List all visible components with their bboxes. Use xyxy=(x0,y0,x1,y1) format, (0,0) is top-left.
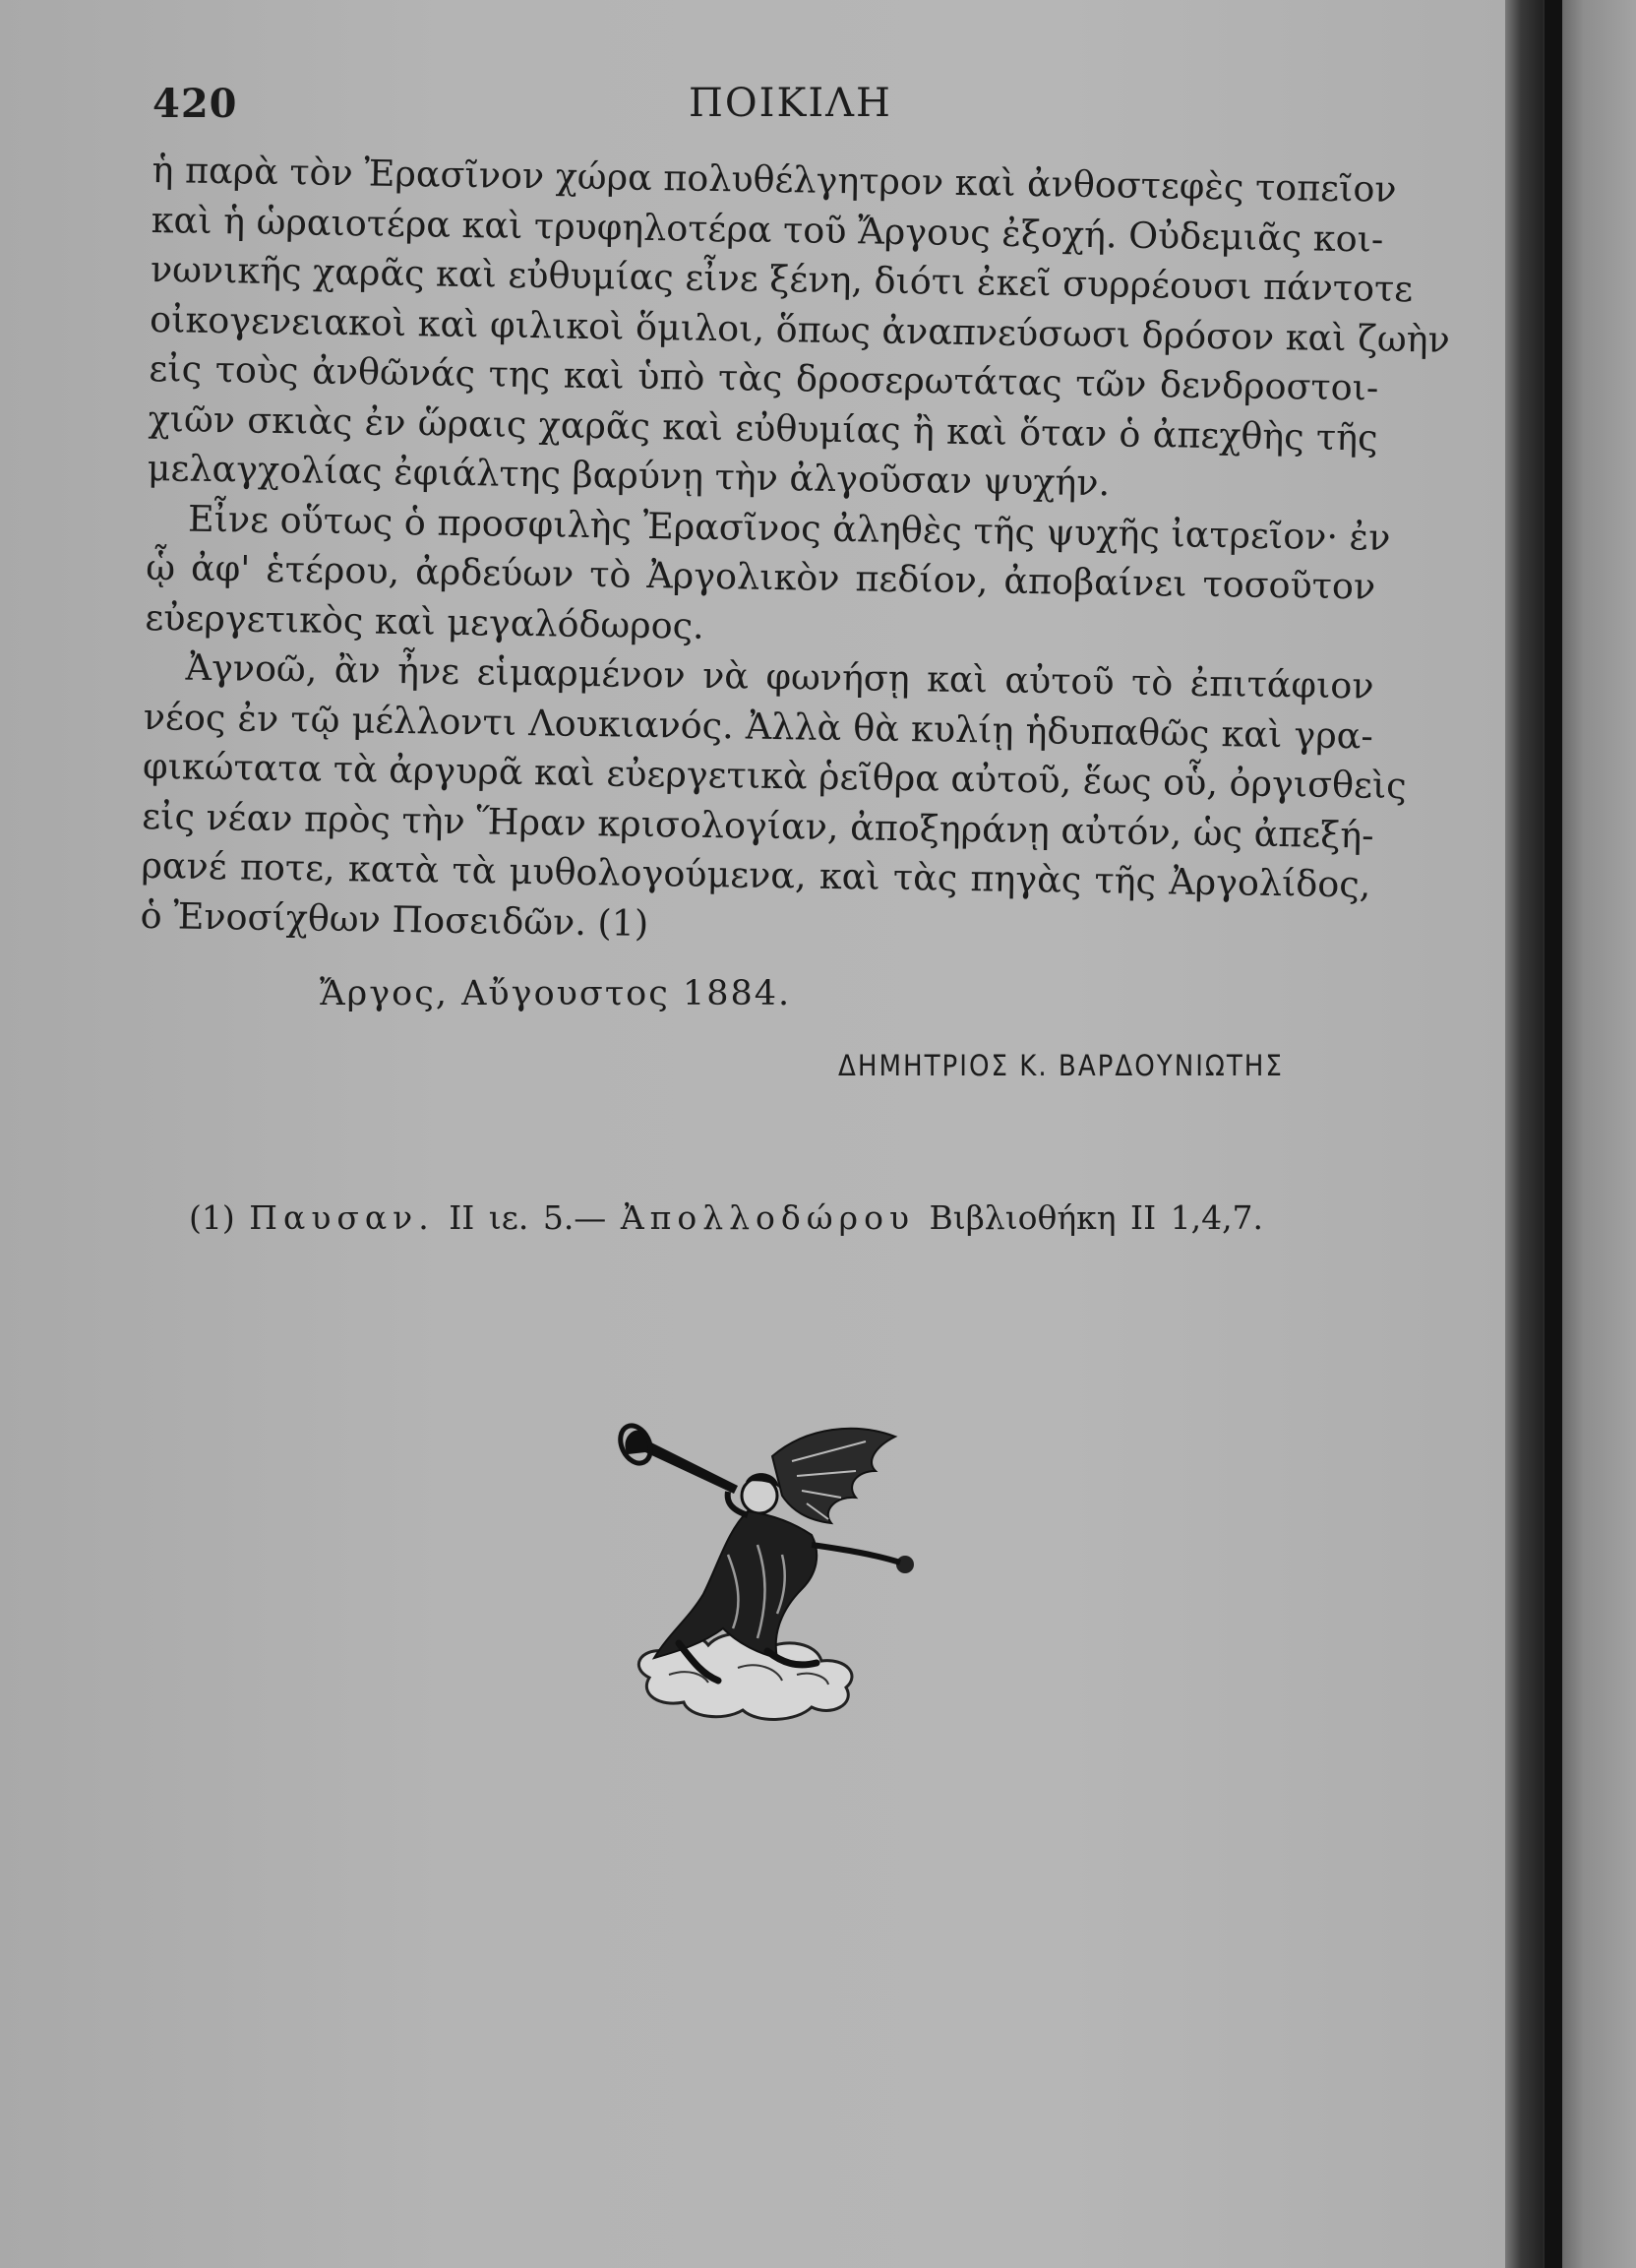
author-signature: ΔΗΜΗΤΡΙΟΣ Κ. ΒΑΡΔΟΥΝΙΩΤΗΣ xyxy=(838,1049,1284,1082)
body-text xyxy=(140,146,1451,960)
running-title: ΠΟΙΚΙΛΗ xyxy=(689,81,892,126)
page-number: 420 xyxy=(152,81,238,127)
text-line: εὐεργετικὸς καὶ μεγαλόδωρος. xyxy=(145,595,705,647)
text-line: Εἶνε οὕτως ὁ προσφιλὴς Ἐρασῖνος ἀληθὲς τῆς ψυχῆς ἰατρεῖον· ἐν xyxy=(187,497,1391,559)
footnote-marker: (1) xyxy=(189,1198,235,1237)
text-line: χιῶν σκιὰς ἐν ὥραις χαρᾶς καὶ εὐθυμίας ἢ καὶ ὅταν ὁ ἀπεχθὴς τῆς xyxy=(148,397,1378,460)
text-line: ὁ Ἐνοσίχθων Ποσειδῶν. (1) xyxy=(140,893,649,945)
text-line: καὶ ἡ ὡραιοτέρα καὶ τρυφηλοτέρα τοῦ Ἄργους ἐξοχή. Οὐδεμιᾶς κοι- xyxy=(151,198,1384,261)
dateline: Ἄργος, Αὔγουστος 1884. xyxy=(320,974,792,1013)
page-gutter-shadow xyxy=(1505,0,1636,2268)
text-line: εἰς νέαν πρὸς τὴν Ἥραν κρισολογίαν, ἀποξηράνῃ αὐτόν, ὡς ἀπεξή- xyxy=(141,794,1374,857)
text-line: εἰς τοὺς ἀνθῶνάς της καὶ ὑπὸ τὰς δροσερωτάτας τῶν δενδροστοι- xyxy=(149,346,1379,409)
footnote-reference: Βιβλιοθήκη ΙΙ 1,4,7. xyxy=(929,1198,1264,1237)
footnote xyxy=(189,1198,1263,1237)
text-line: ᾧ ἀφ' ἑτέρου, ἀρδεύων τὸ Ἀργολικὸν πεδίον, ἀποβαίνει τοσοῦτον xyxy=(145,545,1376,608)
footnote-author: Ἀπολλοδώρου xyxy=(620,1198,916,1237)
text-line: οἰκογενειακοὶ καὶ φιλικοὶ ὅμιλοι, ὅπως ἀναπνεύσωσι δρόσον καὶ ζωὴν xyxy=(149,297,1451,361)
text-line: νωνικῆς χαρᾶς καὶ εὐθυμίας εἶνε ξένη, διότι ἐκεῖ συρρέουσι πάντοτε xyxy=(150,247,1414,311)
footnote-author: Παυσαν. xyxy=(249,1198,435,1237)
text-line: ἡ παρὰ τὸν Ἐρασῖνον χώρα πολυθέλγητρον καὶ ἀνθοστεφὲς τοπεῖον xyxy=(151,148,1397,211)
angel-trumpet-vignette-icon xyxy=(610,1417,964,1732)
running-head xyxy=(152,81,1397,140)
text-line: Ἀγνοῶ, ἂν ἦνε εἱμαρμένον νὰ φωνήσῃ καὶ αὐτοῦ τὸ ἐπιτάφιον xyxy=(185,645,1374,707)
text-line: μελαγχολίας ἐφιάλτης βαρύνῃ τὴν ἀλγοῦσαν ψυχήν. xyxy=(147,446,1111,505)
text-line: φικώτατα τὰ ἀργυρᾶ καὶ εὐεργετικὰ ῥεῖθρα αὐτοῦ, ἕως οὗ, ὀργισθεὶς xyxy=(142,744,1408,808)
text-line: νέος ἐν τῷ μέλλοντι Λουκιανός. Ἀλλὰ θὰ κυλίῃ ἡδυπαθῶς καὶ γρα- xyxy=(143,695,1374,758)
text-line: ρανέ ποτε, κατὰ τὰ μυθολογούμενα, καὶ τὰς πηγὰς τῆς Ἀργολίδος, xyxy=(141,843,1371,906)
footnote-reference: ΙΙ ιε. 5.— xyxy=(449,1198,607,1237)
